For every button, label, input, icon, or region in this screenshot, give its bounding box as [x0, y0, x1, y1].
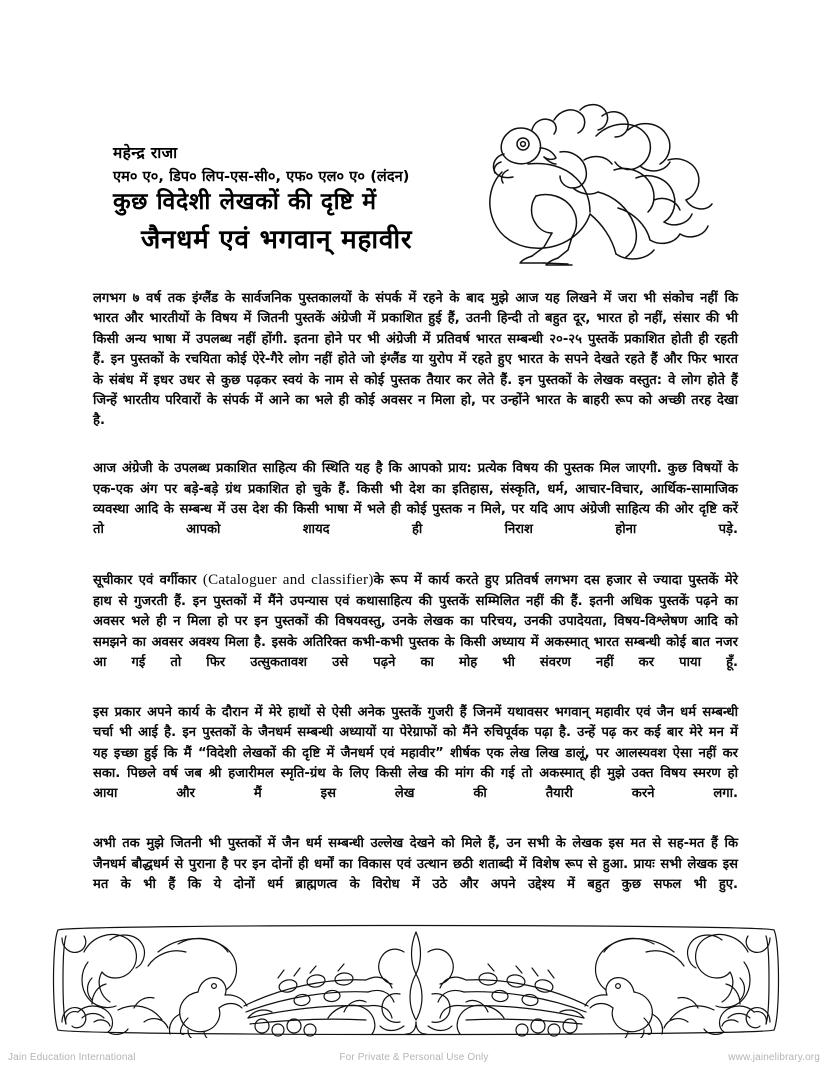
paragraph-4: इस प्रकार अपने कार्य के दौरान में मेरे हाथों से ऐसी अनेक पुस्तकें गुजरी हैं जिनमें यथावसर भगवान् महावीर एवं जैन धर्म सम्बन्धी चर्चा भी आई है. इन पुस्तकों के जैनधर्म सम्बन्धी अध्यायों या पेरेग्राफों को मैंने रुचिपूर्वक पढ़ा है. उन्हें पढ़ कर कई बार मेरे मन में यह इच्छा हुई कि मैं “विदेशी लेखकों की दृष्टि में जैनधर्म एवं महावीर” शीर्षक एक लेख लिख डालूं, पर आलस्यवश ऐसा नहीं कर सका. पिछले वर्ष जब श्री हजारीमल स्मृति-ग्रंथ के लिए किसी लेख की मांग की गई तो अकस्मात् ही मुझे उक्त विषय स्मरण हो आया और मैं इस लेख की तैयारी करने लगा.: [93, 704, 738, 802]
paragraph-3: [93, 570, 738, 693]
article-body: [93, 289, 738, 923]
footer-organization: Jain Education International: [8, 1051, 136, 1063]
footer-website-url: www.jainelibrary.org: [728, 1051, 820, 1063]
peacock-floral-border-band-icon: [48, 922, 784, 1038]
title-line-secondary: जैनधर्म एवं भगवान् महावीर: [141, 224, 413, 255]
paragraph-3-rest: के रूप में कार्य करते हुए प्रतिवर्ष लगभग दस हजार से ज्यादा पुस्तकें मेरे हाथ से गुजरती हैं. इन पुस्तकों में मैंने उपन्यास एवं कथासाहित्य की पुस्तकें सम्मिलित नहीं की हैं. इतनी अधिक पुस्तकें पढ़ने का अवसर भले ही न मिला हो पर इन पुस्तकों की विषयवस्तु, उनके लेखक का परिचय, उनकी उपादेयता, विषय-विश्लेषण आदि को समझने का अवसर अवश्य मिला है. इसके अतिरिक्त कभी-कभी पुस्तक के किसी अध्याय में अकस्मात् भारत सम्बन्धी कोई बात नजर आ गई तो फिर उत्सुकतावश उसे पढ़ने का मोह भी संवरण नहीं कर पाया हूँ.: [93, 573, 739, 670]
page-header: [0, 96, 828, 286]
title-line-primary: कुछ विदेशी लेखकों की दृष्टि में: [113, 189, 377, 215]
author-name: महेन्द्र राजा: [113, 144, 178, 162]
footer-usage-notice: For Private & Personal Use Only: [339, 1051, 489, 1063]
page-footer: [0, 1047, 828, 1067]
paragraph-1: लगभग ७ वर्ष तक इंग्लैंड के सार्वजनिक पुस्तकालयों के संपर्क में रहने के बाद मुझे आज यह लिखने में जरा भी संकोच नहीं कि भारत और भारतीयों के विषय में जितनी पुस्तकें अंग्रेजी में प्रकाशित हुई हैं, उतनी हिन्दी तो बहुत दूर, भारत हो नहीं, संसार की भी किसी अन्य भाषा में उपलब्ध नहीं होंगी. इतना होने पर भी अंग्रेजी में प्रतिवर्ष भारत सम्बन्धी २०-२५ पुस्तकें प्रकाशित होती ही रहती हैं. इन पुस्तकों के रचयिता कोई ऐरे-गैरे लोग नहीं होते जो इंग्लैंड या युरोप में रहते हुए भारत के सपने देखते रहते हैं और फिर भारत के संबंध में इधर उधर से कुछ पढ़कर स्वयं के नाम से कोई पुस्तक तैयार कर लेते हैं. इन पुस्तकों के लेखक वस्तुत: वे लोग होते हैं जिन्हें भारतीय परिवारों के संपर्क में आने का भले ही कोई अवसर न मिला हो, पर उन्होंने भारत के बाहरी रूप को अच्छी तरह देखा है.: [93, 291, 738, 429]
author-byline: [113, 144, 513, 187]
paragraph-2: आज अंग्रेजी के उपलब्ध प्रकाशित साहित्य की स्थिति यह है कि आपको प्राय: प्रत्येक विषय की पुस्तक मिल जाएगी. कुछ विषयों के एक-एक अंग पर बड़े-बड़े ग्रंथ प्रकाशित हो चुके हैं. किसी भी देश का इतिहास, संस्कृति, धर्म, आचार-विचार, आर्थिक-सामाजिक व्यवस्था आदि के सम्बन्ध में उस देश की किसी भाषा में भले ही कोई पुस्तक न मिले, पर यदि आप अंग्रेजी साहित्य की ओर दृष्टि करें तो आपको शायद ही निराश होना पड़े.: [93, 461, 738, 538]
paragraph-3-prefix: सूचीकार एवं वर्गीकार: [93, 573, 203, 589]
decorative-peacock-bird-icon: [468, 100, 718, 280]
author-degrees: एम० ए०, डिप० लिप-एस-सी०, एफ० एल० ए० (लंदन): [113, 169, 410, 186]
cataloguer-classifier-term: (Cataloguer and classifier): [202, 572, 374, 589]
paragraph-5: अभी तक मुझे जितनी भी पुस्तकों में जैन धर्म सम्बन्धी उल्लेख देखने को मिले हैं, उन सभी के लेखक इस मत से सह-मत हैं कि जैनधर्म बौद्धधर्म से पुराना है पर इन दोनों ही धर्मों का विकास एवं उत्थान छठी शताब्दी में विशेष रूप से हुआ. प्रायः सभी लेखक इस मत के भी हैं कि ये दोनों धर्म ब्राह्मणत्व के विरोध में उठे और अपने उद्देश्य में बहुत कुछ सफल भी हुए.: [93, 836, 738, 892]
